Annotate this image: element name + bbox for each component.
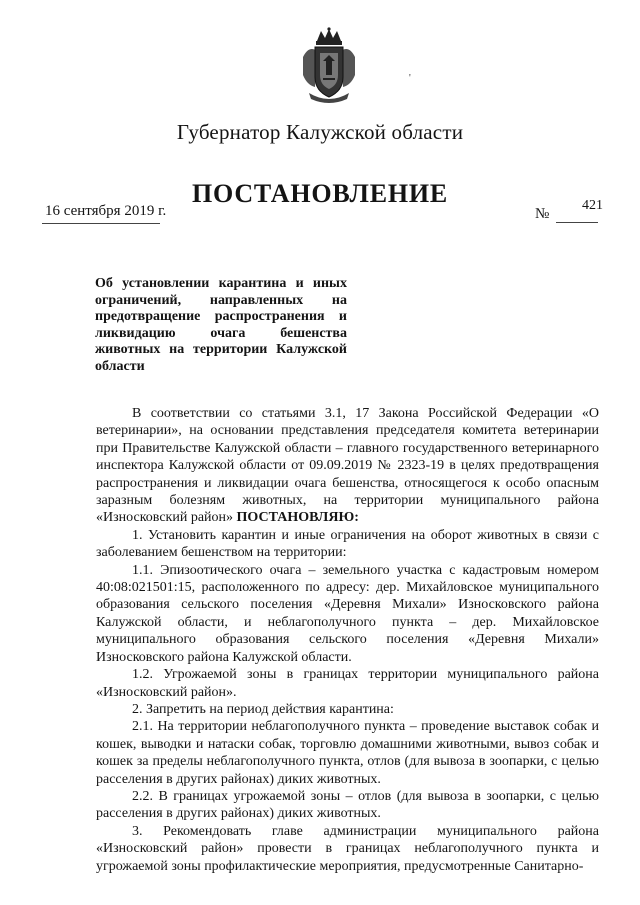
decree-subject: Об установлении карантина и иных ограничений, направленных на предотвращение распространения и ликвидацию очага бешенства животных на территории Калужской области xyxy=(95,276,347,374)
decree-word: ПОСТАНОВЛЯЮ: xyxy=(236,510,359,526)
document-type: ПОСТАНОВЛЕНИЕ xyxy=(191,179,449,208)
item-2-1: 2.1. На территории неблагополучного пункта – проведение выставок собак и кошек, выводки и натаски собак, торговлю домашними животными, вывоз собак и кошек за пределы неблагополучного пункта, отлов (для вывоза в зоопарки, с целью расселения в других районах) диких животных. xyxy=(96,719,599,787)
intro-paragraph xyxy=(96,405,599,527)
coat-of-arms-icon xyxy=(299,27,359,103)
item-1-2: 1.2. Угрожаемой зоны в границах территории муниципального района «Износковский район». xyxy=(96,667,599,700)
date-underline xyxy=(42,223,160,224)
number-underline xyxy=(556,222,598,223)
decree-number: 421 xyxy=(582,198,603,213)
decree-date: 16 сентября 2019 г. xyxy=(45,203,167,219)
intro-text: В соответствии со статьями 3.1, 17 Закона Российской Федерации «О ветеринарии», на основании представления председателя комитета ветеринарии при Правительстве Калужской области – главного государственного ветеринарного инспектора Калужской области от 09.09.2019 № 2323-19 в целях предотвращения распространения и ликвидации очага бешенства, относящегося к особо опасным заразным болезням животных, на территории муниципального района «Износковский район» xyxy=(96,406,599,526)
number-label: № xyxy=(535,206,550,222)
item-2-2: 2.2. В границах угрожаемой зоны – отлов (для вывоза в зоопарки, с целью расселения в других районах) диких животных. xyxy=(96,788,599,822)
item-2: 2. Запретить на период действия карантина: xyxy=(132,701,394,717)
item-3: 3. Рекомендовать главе администрации муниципального района «Износковский район» провести в границах неблагополучного пункта и угрожаемой зоны профилактические мероприятия, предусмотренные Санитарно- xyxy=(96,823,599,874)
margin-mark: ' xyxy=(409,73,411,84)
item-1-1: 1.1. Эпизоотического очага – земельного участка с кадастровым номером 40:08:021501:15, расположенного по адресу: дер. Михайловское муниципального образования сельского поселения «Деревня Михали» Износковского района Калужской области, и неблагополучного пункта – дер. Михайловское муниципального образования сельского поселения «Деревня Михали» Износковского района Калужской области. xyxy=(96,562,599,665)
decree-body xyxy=(96,405,599,875)
authority-title: Губернатор Калужской области xyxy=(176,120,464,144)
item-1: 1. Установить карантин и иные ограничения на оборот животных в связи с заболеванием бешенством на территории: xyxy=(96,527,599,561)
